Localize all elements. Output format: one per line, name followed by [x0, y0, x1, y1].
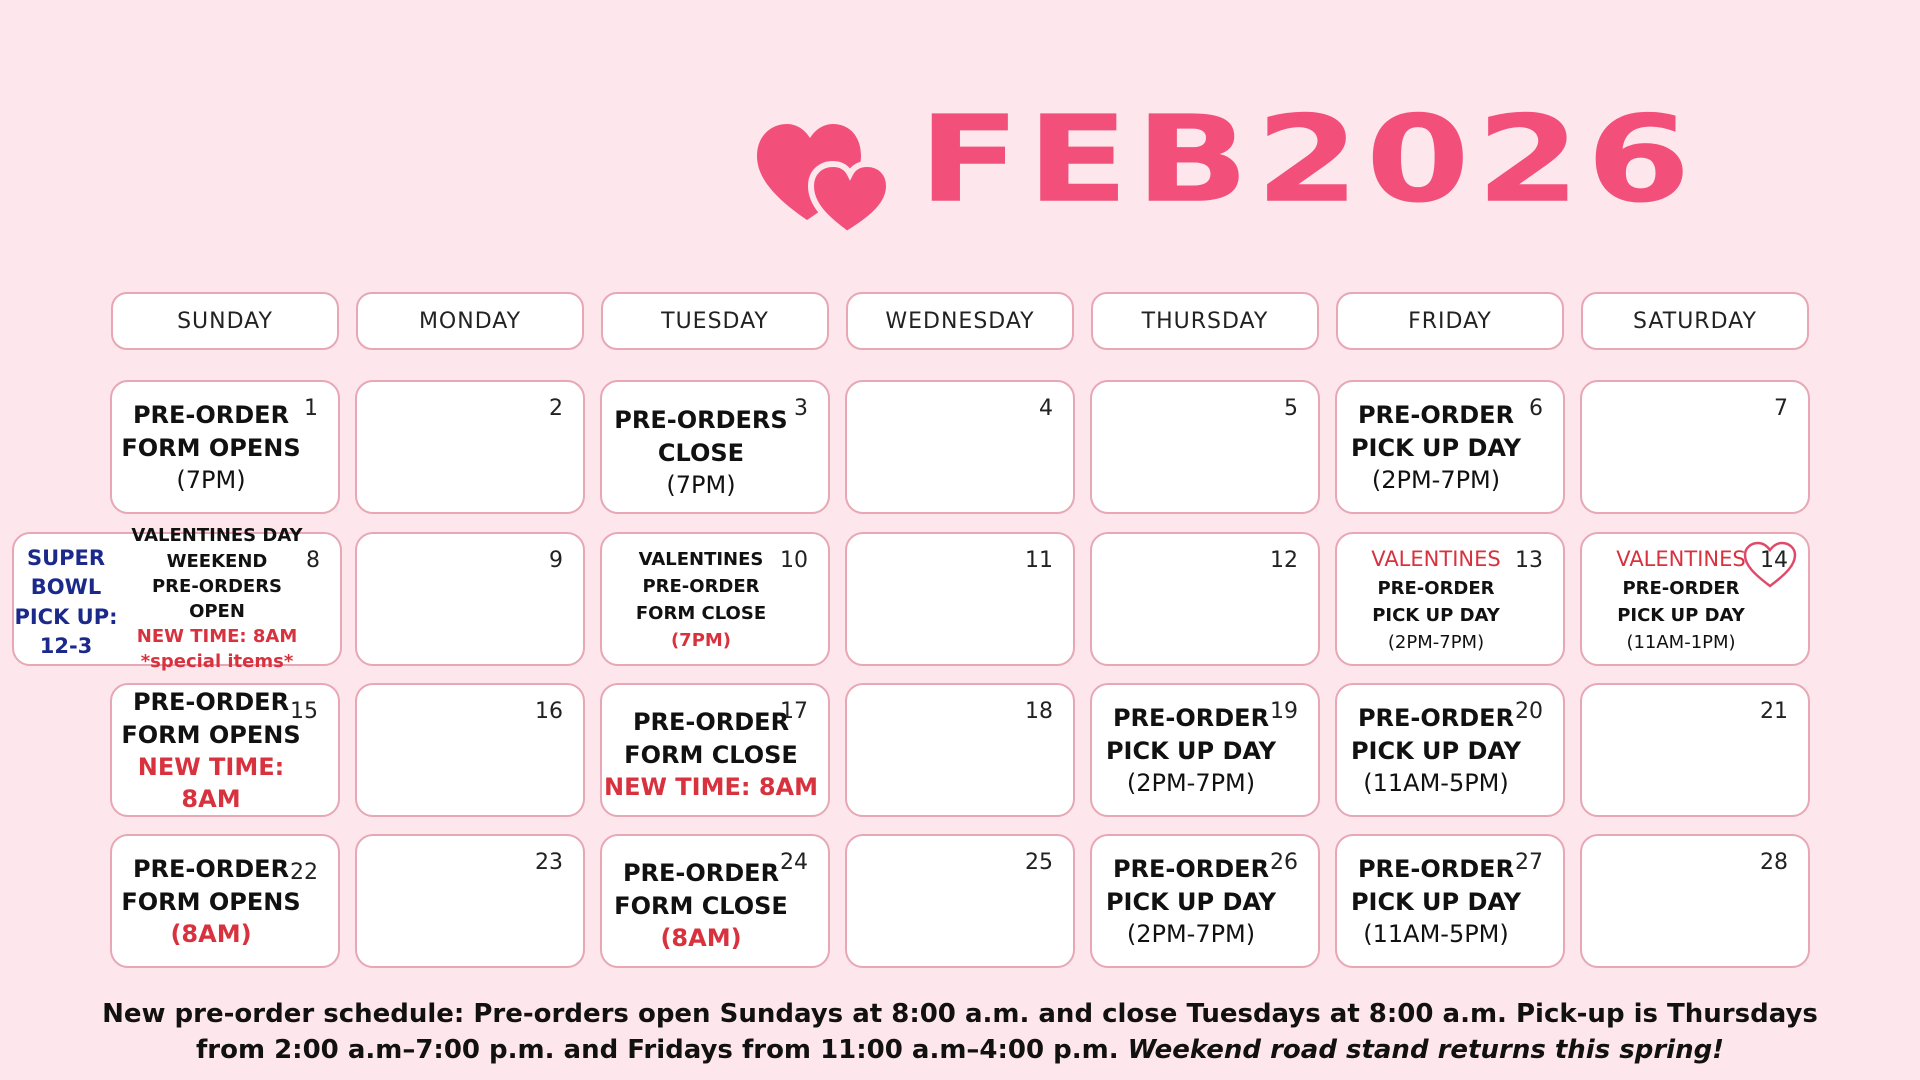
day-cell-26	[1090, 834, 1320, 968]
event-time: (2PM-7PM)	[1126, 920, 1256, 949]
day-number: 28	[1760, 850, 1788, 875]
schedule-note-italic: Weekend road stand returns this spring!	[1127, 1035, 1725, 1066]
day-number: 15	[290, 699, 318, 724]
day-cell-15	[110, 683, 340, 817]
event-note: *special items*	[140, 651, 294, 673]
day-cell-18	[845, 683, 1075, 817]
event-line: WEEKEND	[166, 550, 268, 572]
day-cell-7	[1580, 380, 1810, 514]
day-number: 11	[1025, 548, 1053, 573]
event-line: PRE-ORDER	[132, 855, 290, 884]
event-line: VALENTINES DAY	[131, 525, 303, 547]
day-number: 2	[549, 396, 563, 421]
day-cell-10	[600, 532, 830, 666]
event-line: CLOSE	[657, 438, 745, 467]
event-line: PICK UP DAY	[1617, 605, 1745, 627]
event-line: PRE-ORDER	[622, 859, 780, 888]
event-line: PICK UP DAY	[1350, 433, 1522, 462]
day-cell-9	[355, 532, 585, 666]
day-number: 20	[1515, 699, 1543, 724]
day-cell-21	[1580, 683, 1810, 817]
super-bowl-note	[14, 544, 118, 662]
day-cell-14	[1580, 532, 1810, 666]
event-time: (7PM)	[666, 471, 736, 500]
day-number: 4	[1039, 396, 1053, 421]
event-line: PICK UP DAY	[1350, 736, 1522, 765]
event-line: PICK UP DAY	[1105, 736, 1277, 765]
day-number: 27	[1515, 850, 1543, 875]
day-number: 14	[1760, 548, 1788, 573]
event-time: (8AM)	[660, 924, 742, 953]
event-line: VALENTINES	[1371, 546, 1501, 571]
event-line: FORM CLOSE	[635, 603, 767, 624]
weekday-header-monday: MONDAY	[356, 292, 584, 350]
event-line: PRE-ORDER	[1112, 704, 1270, 733]
day-cell-2	[355, 380, 585, 514]
event-line: PICK UP DAY	[1372, 605, 1500, 627]
event-line: PICK UP DAY	[1350, 887, 1522, 916]
day-number: 12	[1270, 548, 1298, 573]
day-number: 1	[304, 396, 318, 421]
event-line: FORM OPENS	[121, 887, 301, 916]
event-time: (2PM-7PM)	[1126, 769, 1256, 798]
schedule-note	[80, 996, 1840, 1069]
day-cell-3	[600, 380, 830, 514]
day-number: 17	[780, 699, 808, 724]
day-number: 16	[535, 699, 563, 724]
day-cell-5	[1090, 380, 1320, 514]
day-number: 3	[794, 396, 808, 421]
day-number: 21	[1760, 699, 1788, 724]
day-cell-17	[600, 683, 830, 817]
weekday-header-thursday: THURSDAY	[1091, 292, 1319, 350]
super-bowl-line: PICK UP:	[14, 604, 118, 629]
day-number: 24	[780, 850, 808, 875]
day-number: 26	[1270, 850, 1298, 875]
day-cell-16	[355, 683, 585, 817]
event-time: NEW TIME: 8AM	[137, 753, 285, 814]
event-line: PRE-ORDER	[642, 576, 760, 597]
event-line: PICK UP DAY	[1105, 887, 1277, 916]
event-time: (11AM-1PM)	[1626, 632, 1736, 654]
double-heart-icon	[755, 120, 895, 240]
day-number: 25	[1025, 850, 1053, 875]
day-number: 22	[290, 860, 318, 885]
day-cell-27	[1335, 834, 1565, 968]
weekday-header-saturday: SATURDAY	[1581, 292, 1809, 350]
day-cell-24	[600, 834, 830, 968]
day-cell-1	[110, 380, 340, 514]
event-line: VALENTINES	[638, 549, 764, 570]
day-cell-20	[1335, 683, 1565, 817]
day-cell-6	[1335, 380, 1565, 514]
event-line: PRE-ORDER	[1112, 855, 1270, 884]
day-cell-4	[845, 380, 1075, 514]
event-line: PRE-ORDER	[632, 708, 790, 737]
day-number: 10	[780, 548, 808, 573]
event-time: NEW TIME: 8AM	[136, 626, 298, 648]
day-cell-22	[110, 834, 340, 968]
event-line: VALENTINES	[1616, 546, 1746, 571]
event-line: PRE-ORDER	[1377, 578, 1495, 600]
event-time: (11AM-5PM)	[1363, 920, 1509, 949]
event-time: (2PM-7PM)	[1387, 632, 1485, 654]
schedule-note-text: New pre-order schedule: Pre-orders open Sundays at 8:00 a.m. and close Tuesdays at 8:00 a.m. Pick-up is Thursdays from 2:00 a.m–7:00 p.m. and Fridays from 11:00 a.m–4:00 p.m.	[102, 999, 1818, 1066]
weekday-header-friday: FRIDAY	[1336, 292, 1564, 350]
day-cell-13	[1335, 532, 1565, 666]
page-title: FEB2026	[918, 90, 1697, 230]
day-number: 6	[1529, 396, 1543, 421]
event-time: (7PM)	[176, 466, 246, 495]
event-time: (11AM-5PM)	[1363, 769, 1509, 798]
event-time: (8AM)	[170, 920, 252, 949]
super-bowl-line: BOWL	[30, 575, 102, 600]
day-number: 7	[1774, 396, 1788, 421]
super-bowl-line: SUPER	[26, 546, 106, 570]
event-time: NEW TIME: 8AM	[604, 773, 818, 802]
day-cell-11	[845, 532, 1075, 666]
event-line: FORM OPENS	[121, 433, 301, 462]
event-line: PRE-ORDER	[1357, 704, 1515, 733]
event-line: PRE-ORDER	[132, 688, 290, 717]
event-line: PRE-ORDER	[132, 401, 290, 430]
event-time: (2PM-7PM)	[1371, 466, 1501, 495]
day-cell-19	[1090, 683, 1320, 817]
day-cell-28	[1580, 834, 1810, 968]
day-number: 9	[549, 548, 563, 573]
event-line: PRE-ORDERS	[614, 406, 788, 435]
weekday-header-tuesday: TUESDAY	[601, 292, 829, 350]
day-number: 23	[535, 850, 563, 875]
event-time: (7PM)	[670, 630, 732, 651]
event-line: FORM CLOSE	[614, 891, 788, 920]
event-line: FORM OPENS	[121, 720, 301, 749]
event-line: PRE-ORDER	[1357, 401, 1515, 430]
weekday-header-wednesday: WEDNESDAY	[846, 292, 1074, 350]
weekday-header-sunday: SUNDAY	[111, 292, 339, 350]
day-number: 5	[1284, 396, 1298, 421]
day-cell-23	[355, 834, 585, 968]
super-bowl-line: 12-3	[39, 634, 93, 659]
day-number: 13	[1515, 548, 1543, 573]
day-number: 18	[1025, 699, 1053, 724]
day-cell-25	[845, 834, 1075, 968]
day-cell-12	[1090, 532, 1320, 666]
day-number: 8	[306, 548, 320, 573]
event-line: PRE-ORDER	[1622, 578, 1740, 600]
event-line: FORM CLOSE	[624, 740, 798, 769]
event-line: PRE-ORDER	[1357, 855, 1515, 884]
day-number: 19	[1270, 699, 1298, 724]
event-line: PRE-ORDERS OPEN	[151, 575, 283, 622]
